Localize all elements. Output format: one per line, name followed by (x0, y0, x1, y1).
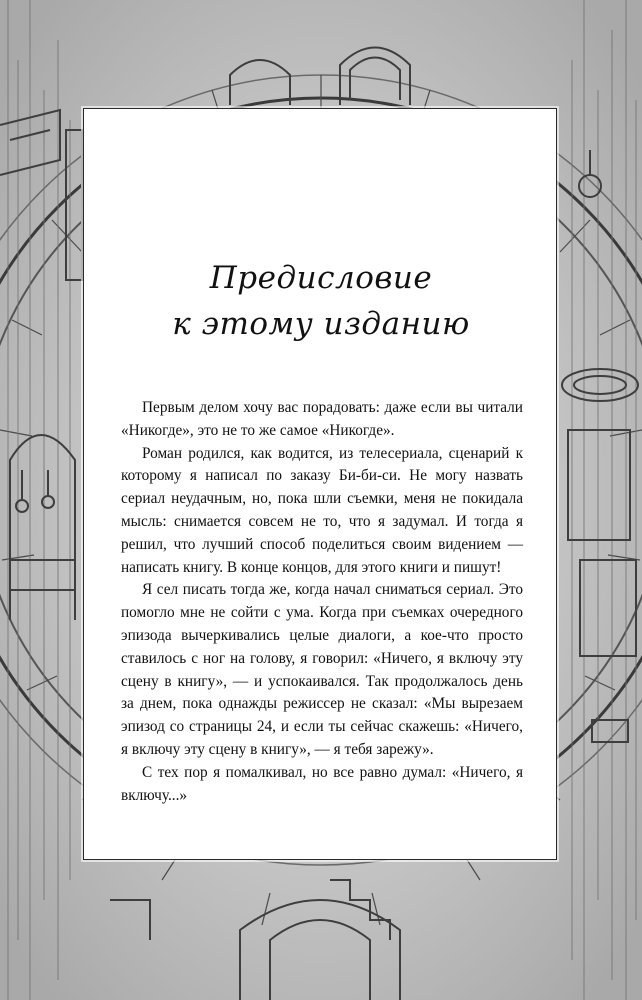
title-line-2: к этому изданию (172, 306, 470, 342)
preface-text (121, 397, 523, 807)
paragraph: Я сел писать тогда же, когда начал сниматься сериал. Это помогло мне не сойти с ума. Когда при съемках очередного эпизода вычеркивались целые диалоги, а кое-что просто ставилось с ног на голову, я говорил: «Ничего, я включу эту сцену в книгу», — и успокаивался. Так продолжалось день за днем, пока однажды режиссер не сказал: «Мы вырезаем эпизод со страницы 24, и если ты сейчас скажешь: «Ничего, я включу эту сцену в книгу», — я тебя зарежу». (121, 581, 523, 758)
paragraph: Первым делом хочу вас порадовать: даже если вы читали «Никогде», это не то же самое «Никогде». (121, 399, 523, 439)
preface-panel (83, 108, 557, 860)
paragraph: Роман родился, как водится, из телесериала, сценарий к которому я написал по заказу Би-би-си. Не могу назвать сериал неудачным, но, пока шли съемки, меня не покидала мысль: снимается совсем не то, что я задумал. И тогда я решил, что лучший способ поделиться своим видением — написать книгу. В конце концов, для этого книги и пишут! (121, 444, 523, 576)
paragraph: С тех пор я помалкивал, но все равно думал: «Ничего, я включу...» (121, 763, 523, 804)
title-line-1: Предисловие (209, 260, 433, 296)
page-title (84, 255, 558, 347)
